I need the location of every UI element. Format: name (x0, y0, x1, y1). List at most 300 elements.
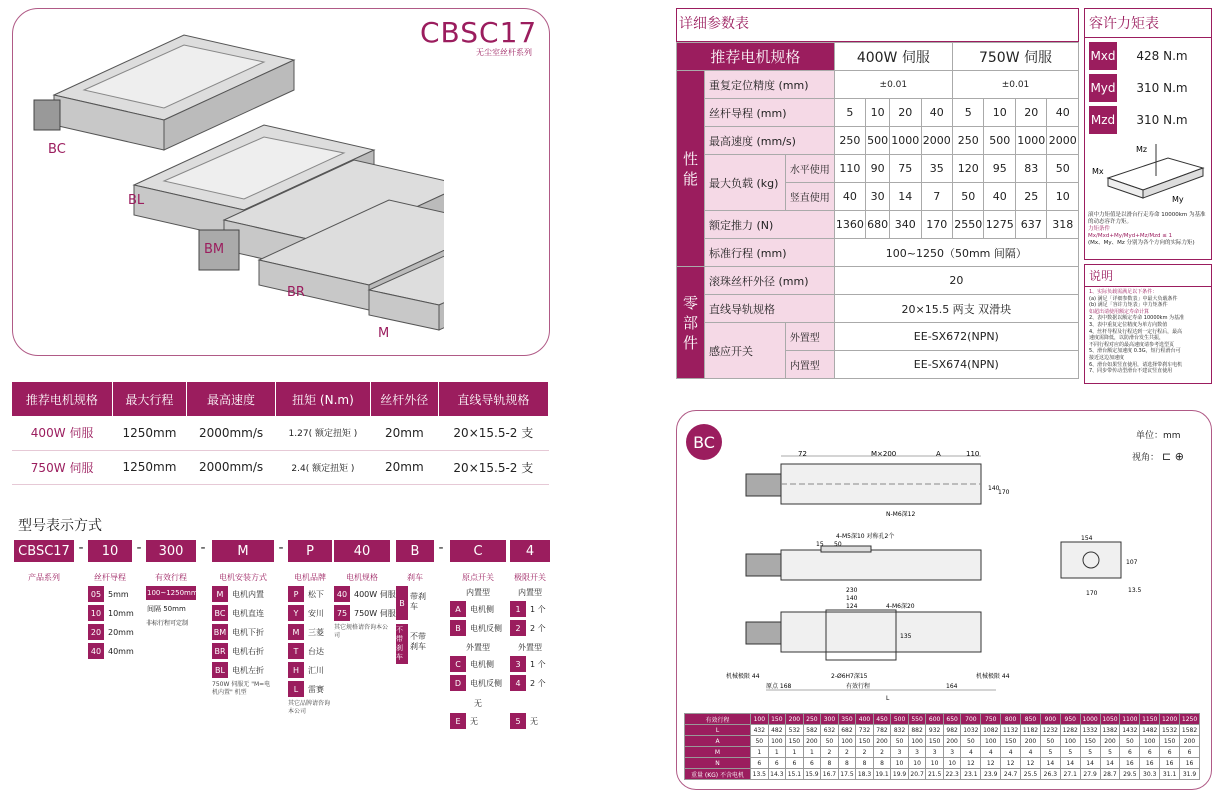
dimension-cell: 有效行程 (685, 714, 751, 725)
dimension-cell: 482 (768, 725, 786, 736)
explain-line: 5、滑台额定加速度 0.3G，短行程滑台可 (1089, 348, 1181, 355)
option-value: 安川 (308, 608, 324, 618)
option-key: 40 (334, 586, 350, 602)
stroke-note: 非标行程可定制 (146, 620, 189, 627)
option-value: 三菱 (308, 627, 324, 637)
param-value: 25 (1015, 183, 1046, 211)
param-sublabel: 竖直使用 (785, 183, 834, 211)
brand-note: 其它品牌请咨询本公司 (288, 700, 331, 715)
code-brake: B (396, 540, 434, 562)
code-label: 电机安装方式 (219, 573, 267, 582)
dimension-cell: 150 (768, 714, 786, 725)
explain-line: 1、实际负载需满足以下条件： (1089, 289, 1158, 295)
dimension-cell: 2 (873, 747, 891, 758)
dimension-cell: 14 (1040, 758, 1060, 769)
dimension-cell: 700 (961, 714, 981, 725)
dimension-cell: 8 (821, 758, 839, 769)
param-value: 14 (890, 183, 921, 211)
option-key: 05 (88, 586, 104, 602)
param-value: 20 (834, 267, 1078, 295)
series-subtitle: 无尘室丝杆系列 (476, 48, 532, 57)
option-value: 雷赛 (308, 684, 324, 694)
param-value: 1000 (1015, 127, 1046, 155)
dim-label: 原点 168 (766, 683, 792, 690)
dimension-cell: 1482 (1140, 725, 1160, 736)
dim-label: N-M6深12 (886, 511, 916, 518)
dimension-cell: 6 (1140, 747, 1160, 758)
stroke-step: 间隔 50mm (147, 605, 186, 613)
param-value: 340 (890, 211, 921, 239)
dimension-cell: 50 (961, 736, 981, 747)
param-sublabel: 内置型 (785, 351, 834, 379)
option-key: A (450, 601, 466, 617)
dim-label: 230 (846, 587, 858, 594)
dimension-row (685, 758, 1200, 769)
param-sublabel: 水平使用 (785, 155, 834, 183)
dimension-cell: 150 (1160, 736, 1180, 747)
code-label: 极限开关 (514, 573, 546, 582)
dimension-cell: 1082 (981, 725, 1001, 736)
dimension-cell: 882 (908, 725, 926, 736)
dimension-cell: 300 (821, 714, 839, 725)
param-label: 最高速度 (mm/s) (705, 127, 835, 155)
dimension-cell: 1000 (1080, 714, 1100, 725)
option-key: BM (212, 624, 228, 640)
param-value: 100~1250（50mm 间隔） (834, 239, 1078, 267)
dimension-cell: 6 (1180, 747, 1200, 758)
option-key: 不带刹车 (396, 624, 408, 664)
param-value: 680 (866, 211, 890, 239)
limit-options (510, 584, 550, 729)
param-value: 40 (921, 99, 952, 127)
dimension-cell: 100 (838, 736, 856, 747)
dimension-cell: 23.9 (981, 769, 1001, 780)
dimension-cell: M (685, 747, 751, 758)
summary-cell: 2000mm/s (187, 416, 276, 450)
code-dash: - (200, 540, 206, 556)
dimension-cell: 1100 (1120, 714, 1140, 725)
drawing-tag: BC (686, 424, 722, 460)
dimension-cell: 1032 (961, 725, 981, 736)
dimension-cell: 532 (786, 725, 804, 736)
option-value: 电机内置 (232, 589, 264, 599)
dimension-cell: N (685, 758, 751, 769)
dimension-cell: 200 (1180, 736, 1200, 747)
param-label: 最大负载 (kg) (705, 155, 786, 211)
option-value: 电机侧 (470, 659, 494, 669)
stroke-options (146, 586, 196, 627)
summary-table (12, 382, 549, 485)
dimension-cell: 13.5 (751, 769, 769, 780)
param-value: 83 (1015, 155, 1046, 183)
dimension-cell: 1332 (1080, 725, 1100, 736)
param-value: 5 (834, 99, 865, 127)
dimension-cell: 100 (1140, 736, 1160, 747)
explain-title: 说明 (1085, 265, 1211, 287)
variant-label-bm: BM (204, 242, 225, 257)
summary-cell: 20×15.5-2 支 (438, 416, 548, 450)
option-value: 电机反侧 (470, 678, 502, 688)
option-key: BR (212, 643, 228, 659)
param-value: 40 (834, 183, 865, 211)
dimension-cell: 100 (908, 736, 926, 747)
dimension-row (685, 747, 1200, 758)
dim-label: 140 (988, 485, 1000, 492)
option-key: BL (212, 662, 228, 678)
param-value: 500 (866, 127, 890, 155)
dimension-cell: 1250 (1180, 714, 1200, 725)
code-lead: 10 (88, 540, 132, 562)
dimension-cell: 1182 (1021, 725, 1041, 736)
summary-cell: 1250mm (112, 416, 187, 450)
option-value: 带刹车 (410, 592, 426, 611)
dimension-cell: 25.5 (1021, 769, 1041, 780)
dimension-cell: 200 (786, 714, 804, 725)
param-value: 7 (921, 183, 952, 211)
code-label: 丝杆导程 (94, 573, 126, 582)
option-value: 电机右折 (232, 646, 264, 656)
dim-label: A (936, 450, 941, 458)
tolerance-key: Mzd (1089, 106, 1117, 134)
dimension-cell: 600 (926, 714, 944, 725)
explain-line: 2、表中数据以额定寿命 10000km 为基准 (1089, 315, 1185, 322)
param-value: EE-SX674(NPN) (834, 351, 1078, 379)
dim-label: 154 (1081, 535, 1093, 542)
option-value: 无 (530, 716, 538, 726)
dimension-cell: 3 (926, 747, 944, 758)
tolerance-value: 310 N.m (1136, 81, 1188, 95)
dimension-cell: 6 (786, 758, 804, 769)
param-value: 20 (890, 99, 921, 127)
dimension-cell: 350 (838, 714, 856, 725)
dim-label: 72 (798, 450, 807, 458)
explain-line: 7、同步带传动型滑台不建议竖直使用 (1089, 368, 1173, 375)
params-motor-750: 750W 伺服 (953, 43, 1079, 71)
dimension-cell: 18.3 (856, 769, 874, 780)
projection-symbol-icon: ⊏ ⊕ (1162, 450, 1184, 463)
option-key: 3 (510, 656, 526, 672)
option-value: 电机反侧 (470, 623, 502, 633)
dim-label: 50 (834, 541, 842, 548)
dim-label: 机械极限 44 (726, 673, 760, 680)
param-label: 丝杆导程 (mm) (705, 99, 835, 127)
dimension-cell: 750 (981, 714, 1001, 725)
option-key: 10 (88, 605, 104, 621)
code-label: 电机品牌 (294, 573, 326, 582)
dimension-cell: 4 (1021, 747, 1041, 758)
parts-section-label: 零部件 (677, 267, 705, 379)
explain-line: 6、滑台如果竖直使用，请选择带刹车电机 (1089, 361, 1183, 368)
option-value: 1 个 (530, 659, 546, 669)
param-value: 110 (834, 155, 865, 183)
dimension-cell: 100 (981, 736, 1001, 747)
dim-label: 机械极限 44 (976, 673, 1010, 680)
dimension-cell: 1432 (1120, 725, 1140, 736)
dimension-row (685, 725, 1200, 736)
param-label: 滚珠丝杆外径 (mm) (705, 267, 835, 295)
option-key: D (450, 675, 466, 691)
param-value: 30 (866, 183, 890, 211)
param-value: 10 (866, 99, 890, 127)
summary-header: 最高速度 (187, 382, 276, 416)
dimension-cell: 22.3 (943, 769, 961, 780)
param-value: 5 (953, 99, 984, 127)
dimension-cell: 31.1 (1160, 769, 1180, 780)
explain-line: 接近这边加速度 (1089, 354, 1125, 361)
dimension-cell: 150 (1001, 736, 1021, 747)
code-dash: - (78, 540, 84, 556)
dimension-cell: 4 (981, 747, 1001, 758)
dimension-cell: 3 (891, 747, 909, 758)
param-value: EE-SX672(NPN) (834, 323, 1078, 351)
dimension-cell: 200 (1021, 736, 1041, 747)
dimension-row (685, 714, 1200, 725)
origin-outside-label: 外置型 (466, 643, 490, 652)
axis-label-mz: Mz (1136, 145, 1148, 154)
dimension-cell: 850 (1021, 714, 1041, 725)
option-key: T (288, 643, 304, 659)
dim-label: 140 (846, 595, 858, 602)
dimension-cell: 2 (821, 747, 839, 758)
explain-line: 如超出请使用额定寿命计算 (1089, 308, 1150, 315)
tolerance-note: 滚中力矩值是以滑台行走寿命 10000km 为基准的动态容许力矩。 (1088, 212, 1206, 225)
origin-options (450, 584, 506, 729)
param-value: 2000 (921, 127, 952, 155)
option-value: 5mm (108, 589, 129, 599)
dimension-cell: 28.7 (1100, 769, 1120, 780)
params-table (676, 42, 1079, 379)
dimension-cell: 8 (838, 758, 856, 769)
code-mount: M (212, 540, 274, 562)
dimension-cell: 14 (1080, 758, 1100, 769)
param-label: 重复定位精度 (mm) (705, 71, 835, 99)
dimension-cell: 1050 (1100, 714, 1120, 725)
option-value: 1 个 (530, 604, 546, 614)
dim-label: 110 (966, 450, 980, 458)
option-value: 电机侧 (470, 604, 494, 614)
dimension-cell: 23.1 (961, 769, 981, 780)
code-dash: - (278, 540, 284, 556)
dimension-cell: 31.9 (1180, 769, 1200, 780)
summary-cell: 20mm (370, 416, 438, 450)
dim-label: 4-M5深10 对称孔2个 (836, 533, 895, 540)
option-key: 1 (510, 601, 526, 617)
dimension-cell: 6 (1160, 747, 1180, 758)
param-value: 318 (1047, 211, 1079, 239)
tolerance-value: 310 N.m (1136, 113, 1188, 127)
tolerance-key: Mxd (1089, 42, 1117, 70)
dimension-cell: 16.7 (821, 769, 839, 780)
explain-line: 速度需降低，以防滑台发生共振， (1089, 335, 1165, 342)
param-value: 1275 (984, 211, 1015, 239)
dim-label: 2-Ø6H7深15 (831, 673, 868, 680)
dimension-cell: 6 (1120, 747, 1140, 758)
option-value: 2 个 (530, 623, 546, 633)
param-value: 250 (953, 127, 984, 155)
brand-options (288, 586, 334, 716)
model-code-title: 型号表示方式 (18, 518, 102, 534)
option-key: P (288, 586, 304, 602)
dimension-cell: 14.3 (768, 769, 786, 780)
explain-line: (a) 满足「详细参数表」中最大负载条件 (1089, 295, 1178, 302)
option-value: 电机左折 (232, 665, 264, 675)
option-key: 20 (88, 624, 104, 640)
tolerance-panel (1084, 8, 1212, 260)
dimension-cell: 8 (856, 758, 874, 769)
dimension-cell: 3 (908, 747, 926, 758)
dimension-cell: 27.1 (1060, 769, 1080, 780)
axis-label-my: My (1172, 195, 1184, 204)
dimension-cell: 1532 (1160, 725, 1180, 736)
product-images (24, 20, 444, 350)
dim-label: M×200 (871, 450, 897, 458)
variant-label-bl: BL (128, 193, 145, 208)
param-sublabel: 外置型 (785, 323, 834, 351)
param-value: 637 (1015, 211, 1046, 239)
code-label: 产品系列 (28, 573, 60, 582)
param-value: 10 (984, 99, 1015, 127)
summary-cell: 1250mm (112, 450, 187, 484)
summary-header: 扭矩 (N.m) (275, 382, 370, 416)
summary-row (12, 416, 549, 450)
code-dash: - (438, 540, 444, 556)
option-key: H (288, 662, 304, 678)
code-origin: C (450, 540, 506, 562)
dimension-cell: 16 (1120, 758, 1140, 769)
param-label: 感应开关 (705, 323, 786, 379)
dimension-cell: 21.5 (926, 769, 944, 780)
option-value: 400W 伺服 (354, 589, 396, 599)
param-value: 20 (1015, 99, 1046, 127)
dimension-cell: 16 (1160, 758, 1180, 769)
code-brand: P (288, 540, 332, 562)
option-key: Y (288, 605, 304, 621)
dimension-cell: 29.5 (1120, 769, 1140, 780)
option-key: L (288, 681, 304, 697)
dimension-cell: 12 (1001, 758, 1021, 769)
dimension-cell: 1 (768, 747, 786, 758)
dimension-cell: 650 (943, 714, 961, 725)
dimension-cell: 15.9 (803, 769, 821, 780)
option-value: 台达 (308, 646, 324, 656)
option-key: 5 (510, 713, 526, 729)
dim-label: 有效行程 (846, 683, 871, 690)
model-title: CBSC17 (420, 16, 538, 49)
tolerance-note: (Mx、My、Mz 分别为各个方向的实际力矩) (1088, 240, 1195, 246)
dimension-cell: 800 (1001, 714, 1021, 725)
option-key: 75 (334, 605, 350, 621)
option-value: 不带刹车 (410, 632, 426, 651)
dimension-cell: 900 (1040, 714, 1060, 725)
mount-options (212, 586, 272, 697)
params-title: 详细参数表 (676, 8, 1079, 42)
param-value: 95 (984, 155, 1015, 183)
dimension-cell: 582 (803, 725, 821, 736)
explain-line: 3、表中重复定位精度为单方向数值 (1089, 321, 1168, 328)
tolerance-key: Myd (1089, 74, 1117, 102)
dim-label: 170 (998, 489, 1010, 496)
code-dash: - (136, 540, 142, 556)
variant-label-m: M (378, 326, 390, 341)
dimension-cell: 1 (786, 747, 804, 758)
dimension-cell: 14 (1100, 758, 1120, 769)
option-value: 电机直连 (232, 608, 264, 618)
dimension-cell: 6 (751, 758, 769, 769)
dimension-cell: 932 (926, 725, 944, 736)
dimension-cell: 1232 (1040, 725, 1060, 736)
dimension-cell: 1282 (1060, 725, 1080, 736)
dimension-cell: 16 (1140, 758, 1160, 769)
option-key: M (288, 624, 304, 640)
dim-label: 124 (846, 603, 858, 610)
summary-header: 最大行程 (112, 382, 187, 416)
dimension-cell: 500 (891, 714, 909, 725)
dimension-cell: 12 (961, 758, 981, 769)
dimension-cell: 50 (1120, 736, 1140, 747)
dimension-cell: 27.9 (1080, 769, 1100, 780)
code-label: 电机规格 (346, 573, 378, 582)
dimension-cell: 50 (1040, 736, 1060, 747)
summary-cell: 20mm (370, 450, 438, 484)
dimension-cell: 432 (751, 725, 769, 736)
params-head: 推荐电机规格 (677, 43, 835, 71)
summary-cell: 2.4( 额定扭矩 ) (275, 450, 370, 484)
axis-label-mx: Mx (1092, 167, 1104, 176)
dimension-cell: 5 (1040, 747, 1060, 758)
dimension-cell: 2 (856, 747, 874, 758)
dim-label: 107 (1126, 559, 1138, 566)
dimension-cell: 832 (891, 725, 909, 736)
summary-header-row (12, 382, 549, 416)
param-value: 50 (953, 183, 984, 211)
dimension-cell: 6 (803, 758, 821, 769)
param-value: 120 (953, 155, 984, 183)
perf-section-label: 性能 (677, 71, 705, 267)
explain-line: (b) 满足「容许力矩表」中力矩条件 (1089, 302, 1168, 309)
dimension-cell: 100 (768, 736, 786, 747)
dimension-cell: 12 (981, 758, 1001, 769)
dimension-cell: 50 (821, 736, 839, 747)
param-value: 20×15.5 两支 双滑块 (834, 295, 1078, 323)
option-key: E (450, 713, 466, 729)
dimension-cell: 重量 (KG) 不含电机 (685, 769, 751, 780)
dimension-cell: 1382 (1100, 725, 1120, 736)
param-value: 250 (834, 127, 865, 155)
param-value: 75 (890, 155, 921, 183)
dimension-table (684, 713, 1200, 780)
dimension-cell: 100 (751, 714, 769, 725)
dimension-cell: L (685, 725, 751, 736)
dimension-cell: 14 (1060, 758, 1080, 769)
dimension-cell: 5 (1060, 747, 1080, 758)
option-value: 无 (470, 716, 478, 726)
dim-label: 170 (1086, 590, 1098, 597)
dimension-cell: 782 (873, 725, 891, 736)
dimension-cell: 400 (856, 714, 874, 725)
tolerance-title: 容许力矩表 (1085, 9, 1211, 38)
dim-label: 4-M6深20 (886, 603, 915, 610)
dimension-cell: 1132 (1001, 725, 1021, 736)
dimension-cell: 3 (943, 747, 961, 758)
option-key: M (212, 586, 228, 602)
dimension-cell: 15.1 (786, 769, 804, 780)
param-value: 10 (1047, 183, 1079, 211)
dim-label: L (886, 695, 890, 702)
param-value: 1000 (890, 127, 921, 155)
code-series: CBSC17 (14, 540, 74, 562)
explain-line: 不同行程对应的最高速度请参考选型页 (1089, 341, 1175, 348)
param-value: ±0.01 (834, 71, 952, 99)
